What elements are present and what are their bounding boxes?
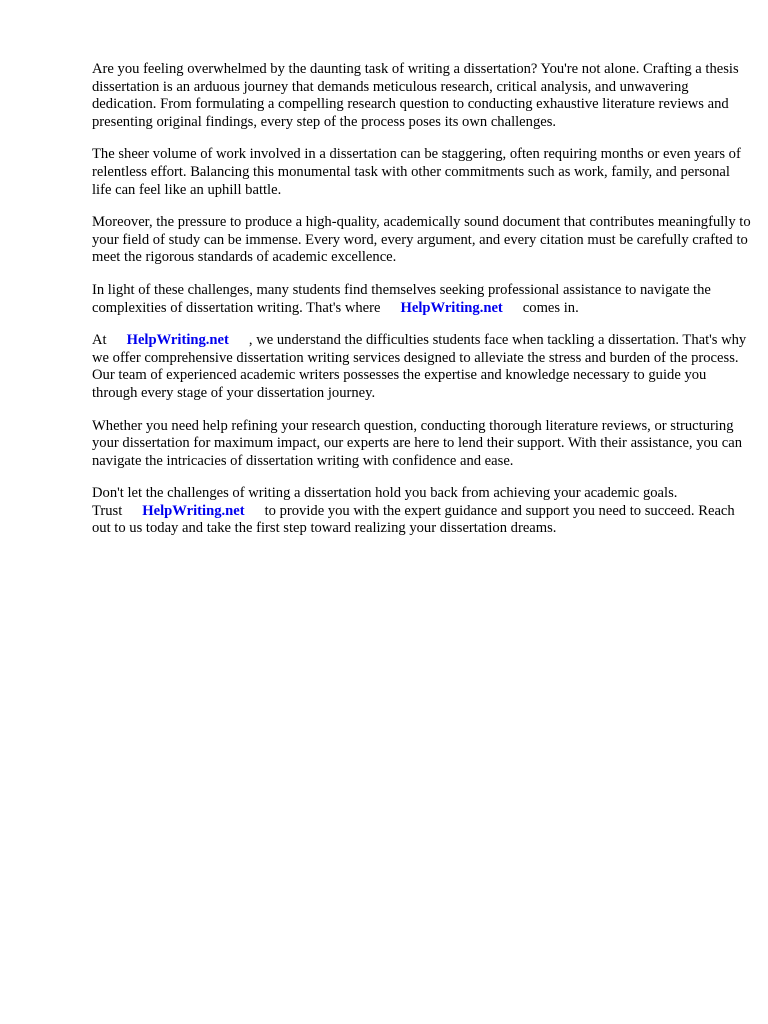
paragraph-volume: The sheer volume of work involved in a dissertation can be staggering, often requiring months or even years of relentless effort. Balancing this monumental task with other commitments such as work, family, and personal life can feel like an uphill battle.: [92, 146, 741, 198]
paragraph-text: At: [92, 332, 107, 349]
paragraph-services: Whether you need help refining your research question, conducting thorough literature reviews, or structuring your dissertation for maximum impact, our experts are here to lend their support. With their assistance, you can navigate the intricacies of dissertation writing with confidence and ease.: [92, 417, 743, 469]
paragraph-intro: Are you feeling overwhelmed by the daunting task of writing a dissertation? You're not alone. Crafting a thesis dissertation is an arduous journey that demands meticulous research, critical analysis, and unwavering dedication. From formulating a compelling research question to conducting exhaustive literature reviews and presenting original findings, every step of the process poses its own challenges.: [92, 61, 739, 130]
document-body: [92, 61, 752, 553]
paragraph-text: to provide you with the expert guidance and support you need to succeed. Reach out to us today and take the first step toward realizing your dissertation dreams.: [92, 502, 735, 537]
helpwriting-link[interactable]: HelpWriting.net: [400, 299, 503, 316]
helpwriting-link[interactable]: HelpWriting.net: [142, 502, 245, 519]
paragraph-pressure: Moreover, the pressure to produce a high-quality, academically sound document that contributes meaningfully to your field of study can be immense. Every word, every argument, and every citation must be carefully crafted to meet the rigorous standards of academic excellence.: [92, 214, 751, 266]
paragraph-text: comes in.: [522, 299, 579, 316]
paragraph-text: Don't let the challenges of writing a dissertation hold you back from achieving your academic goals. Trust: [92, 485, 678, 519]
paragraph-text: , we understand the difficulties students face when tackling a dissertation. That's why we offer comprehensive dissertation writing services designed to alleviate the stress and burden of the process. Our team of experienced academic writers possesses the expertise and knowledge necessary to guide you through every stage of your dissertation journey.: [92, 332, 747, 401]
paragraph-closing: [92, 485, 752, 538]
paragraph-text: In light of these challenges, many students find themselves seeking professional assistance to navigate the complexities of dissertation writing. That's where: [92, 281, 711, 316]
paragraph-about: [92, 332, 752, 402]
helpwriting-link[interactable]: HelpWriting.net: [126, 332, 229, 349]
paragraph-assistance: [92, 282, 752, 317]
